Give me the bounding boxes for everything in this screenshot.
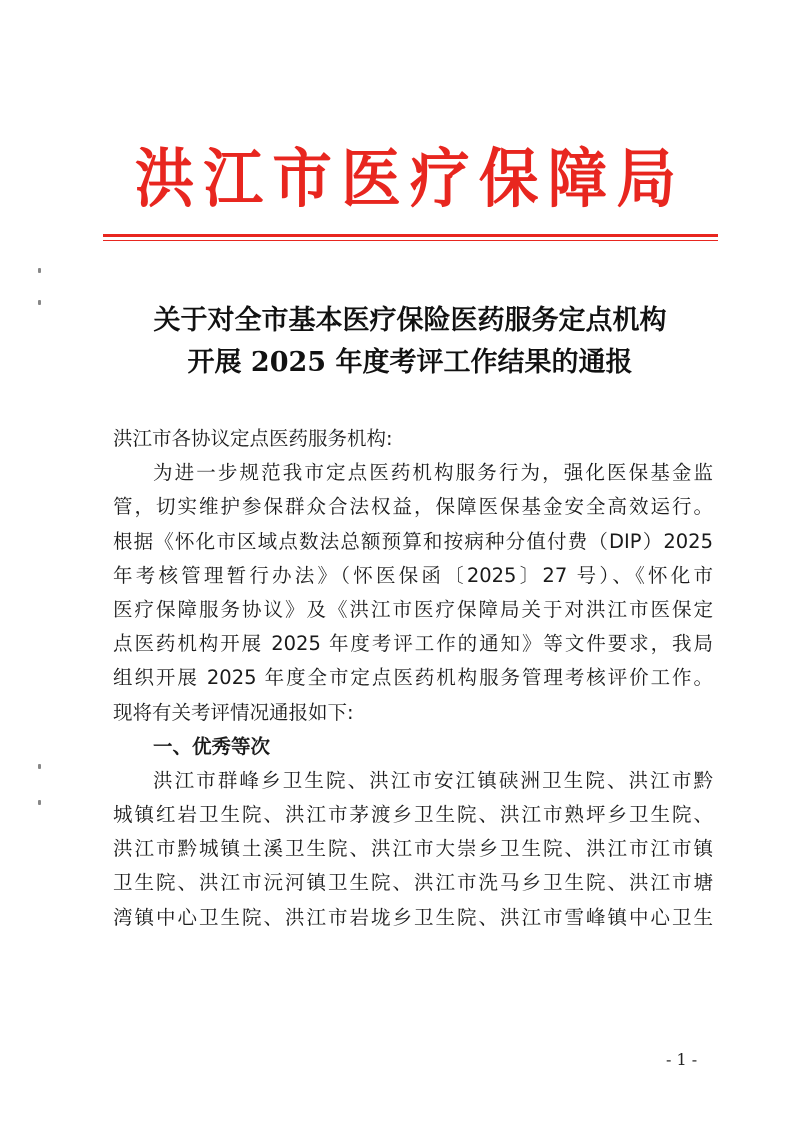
paragraph-line: 组织开展 2025 年度全市定点医药机构服务管理考核评价工作。 — [113, 666, 713, 690]
paragraph-line: 湾镇中心卫生院、洪江市岩垅乡卫生院、洪江市雪峰镇中心卫生 — [113, 905, 713, 929]
paragraph-line: 医疗保障服务协议》及《洪江市医疗保障局关于对洪江市医保定 — [113, 597, 713, 621]
paragraph-line: 洪江市群峰乡卫生院、洪江市安江镇硖洲卫生院、洪江市黔 — [153, 768, 713, 792]
document-title-line-1: 关于对全市基本医疗保险医药服务定点机构 — [153, 305, 667, 336]
binding-mark — [38, 764, 41, 769]
paragraph-line: 管，切实维护参保群众合法权益，保障医保基金安全高效运行。 — [113, 495, 713, 519]
paragraph-line: 根据《怀化市区域点数法总额预算和按病种分值付费（DIP）2025 — [113, 529, 713, 553]
binding-mark — [38, 268, 41, 273]
letterhead-divider-thin — [103, 240, 718, 241]
binding-mark — [38, 800, 41, 805]
paragraph-line: 年考核管理暂行办法》（怀医保函〔2025〕27 号）、《怀化市 — [113, 563, 713, 587]
binding-mark — [38, 300, 41, 305]
paragraph-line: 城镇红岩卫生院、洪江市茅渡乡卫生院、洪江市熟坪乡卫生院、 — [113, 803, 713, 827]
document-body — [113, 422, 713, 935]
paragraph-line: 为进一步规范我市定点医药机构服务行为，强化医保基金监 — [153, 461, 713, 485]
letterhead-organization: 洪江市医疗保障局 — [134, 142, 686, 217]
page-number: - 1 - — [666, 1050, 698, 1069]
paragraph-line: 卫生院、洪江市沅河镇卫生院、洪江市洗马乡卫生院、洪江市塘 — [113, 871, 713, 895]
paragraph-line: 点医药机构开展 2025 年度考评工作的通知》等文件要求，我局 — [113, 632, 713, 656]
document-title-line-2: 开展 2025 年度考评工作结果的通报 — [187, 347, 633, 378]
document-title — [90, 300, 730, 384]
section-heading: 一、优秀等次 — [153, 734, 271, 758]
salutation: 洪江市各协议定点医药服务机构: — [113, 427, 393, 450]
paragraph-line: 现将有关考评情况通报如下: — [113, 700, 354, 724]
letterhead-divider-thick — [103, 234, 718, 237]
paragraph-line: 洪江市黔城镇土溪卫生院、洪江市大崇乡卫生院、洪江市江市镇 — [113, 837, 713, 861]
